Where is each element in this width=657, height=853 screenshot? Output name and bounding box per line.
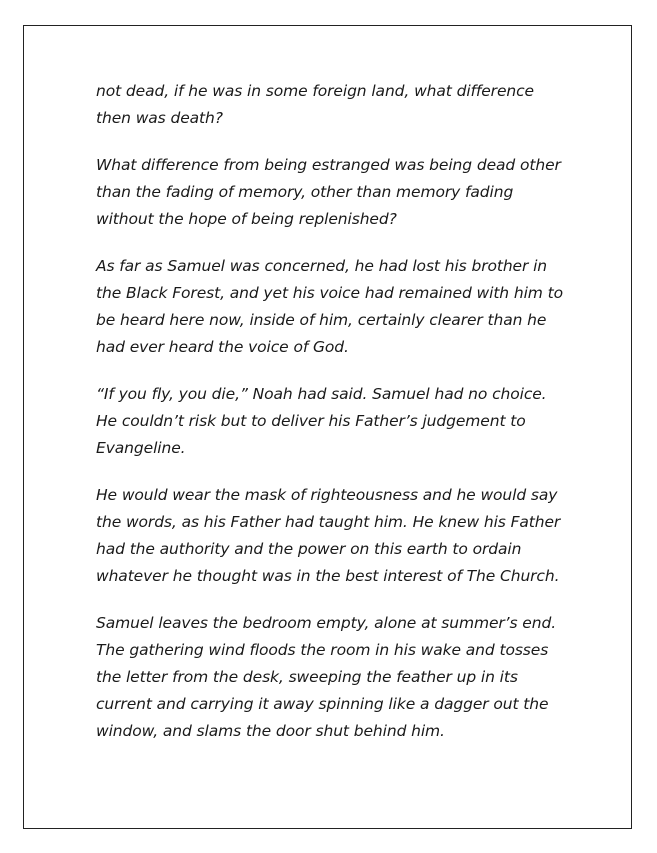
paragraph-1: not dead, if he was in some foreign land, what difference then was death?	[96, 82, 534, 127]
paragraph-5: He would wear the mask of righteousness and he would say the words, as his Father had taught him. He knew his Father had the authority and the power on this earth to ordain whatever he thought was in the best interest of The Church.	[96, 486, 561, 585]
text-body	[96, 78, 571, 765]
paragraph-4: “If you fly, you die,” Noah had said. Samuel had no choice. He couldn’t risk but to deliver his Father’s judgement to Evangeline.	[96, 385, 547, 457]
paragraph-2: What difference from being estranged was being dead other than the fading of memory, other than memory fading without the hope of being replenished?	[96, 156, 561, 228]
paragraph-3: As far as Samuel was concerned, he had lost his brother in the Black Forest, and yet his voice had remained with him to be heard here now, inside of him, certainly clearer than he had ever heard the voice of God.	[96, 257, 563, 356]
document-page	[23, 25, 632, 829]
paragraph-6: Samuel leaves the bedroom empty, alone at summer’s end. The gathering wind floods the room in his wake and tosses the letter from the desk, sweeping the feather up in its current and carrying it away spinning like a dagger out the window, and slams the door shut behind him.	[96, 614, 557, 740]
